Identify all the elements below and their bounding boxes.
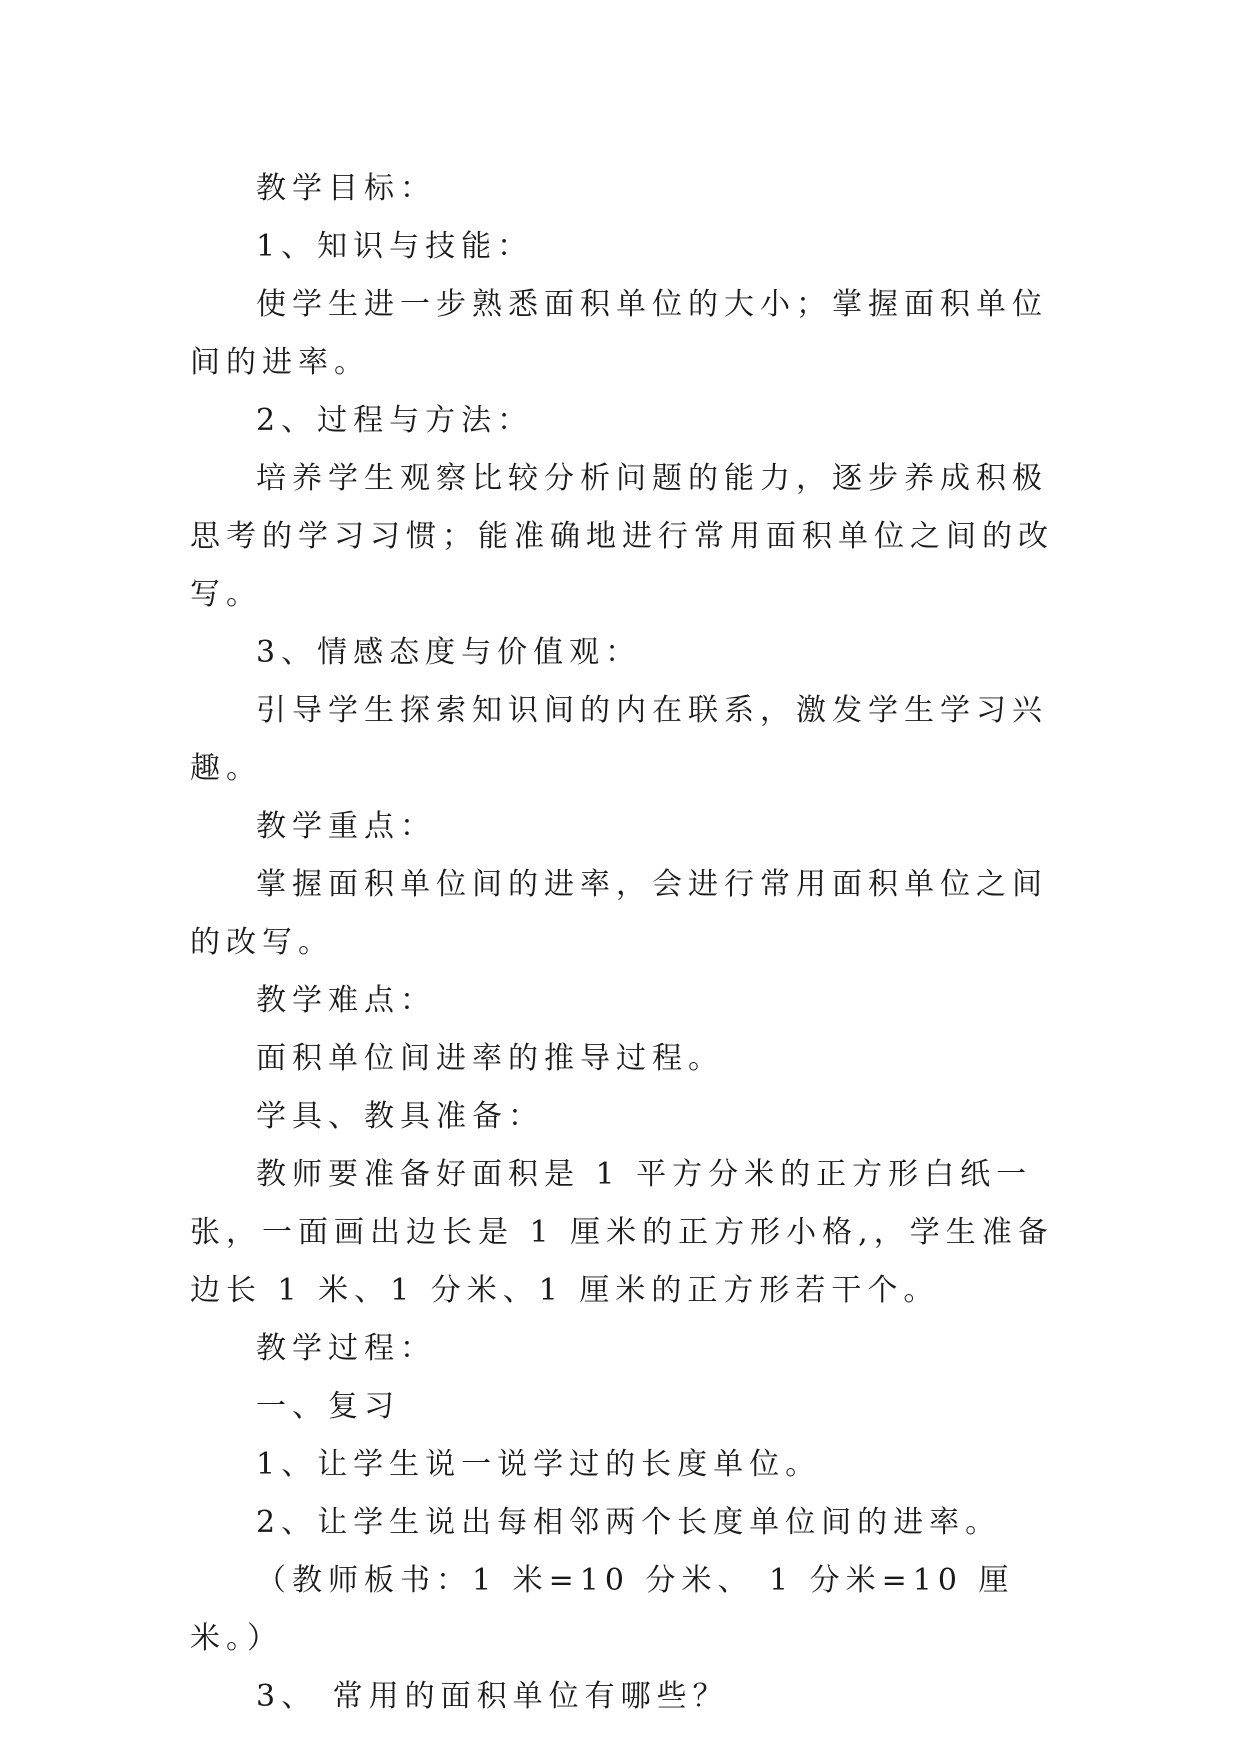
paragraph-knowledge-skills: 使学生进一步熟悉面积单位的大小；掌握面积单位间的进率。 [190,287,1048,380]
heading-teaching-goals: 教学目标： [256,171,436,206]
document-page [190,160,1060,1726]
paragraph-key-points: 掌握面积单位间的进率，会进行常用面积单位之间的改写。 [190,867,1048,960]
list-item-1: 1、让学生说一说学过的长度单位。 [256,1447,822,1482]
list-item-2: 2、让学生说出每相邻两个长度单位间的进率。 [256,1505,1002,1540]
heading-teaching-process: 教学过程： [256,1331,436,1366]
paragraph-attitude-values: 引导学生探索知识间的内在联系，激发学生学习兴趣。 [190,693,1048,786]
paragraph-materials: 教师要准备好面积是 1 平方分米的正方形白纸一张，一面画出边长是 1 厘米的正方形小格,，学生准备边长 1 米、1 分米、1 厘米的正方形若干个。 [190,1157,1054,1308]
board-note: （教师板书：1 米=10 分米、 1 分米=10 厘米。） [190,1563,1015,1656]
list-item-3: 3、 常用的面积单位有哪些？ [256,1679,729,1714]
section-review: 一、复习 [256,1389,400,1424]
paragraph-difficulties: 面积单位间进率的推导过程。 [256,1041,724,1076]
heading-difficulties: 教学难点： [256,983,436,1018]
subheading-process-method: 2、过程与方法： [256,403,534,438]
paragraph-process-method: 培养学生观察比较分析问题的能力，逐步养成积极思考的学习习惯；能准确地进行常用面积单位之间的改写。 [190,461,1054,612]
heading-key-points: 教学重点： [256,809,436,844]
heading-materials: 学具、教具准备： [256,1099,544,1134]
subheading-attitude-values: 3、情感态度与价值观： [256,635,642,670]
subheading-knowledge-skills: 1、知识与技能： [256,229,534,264]
